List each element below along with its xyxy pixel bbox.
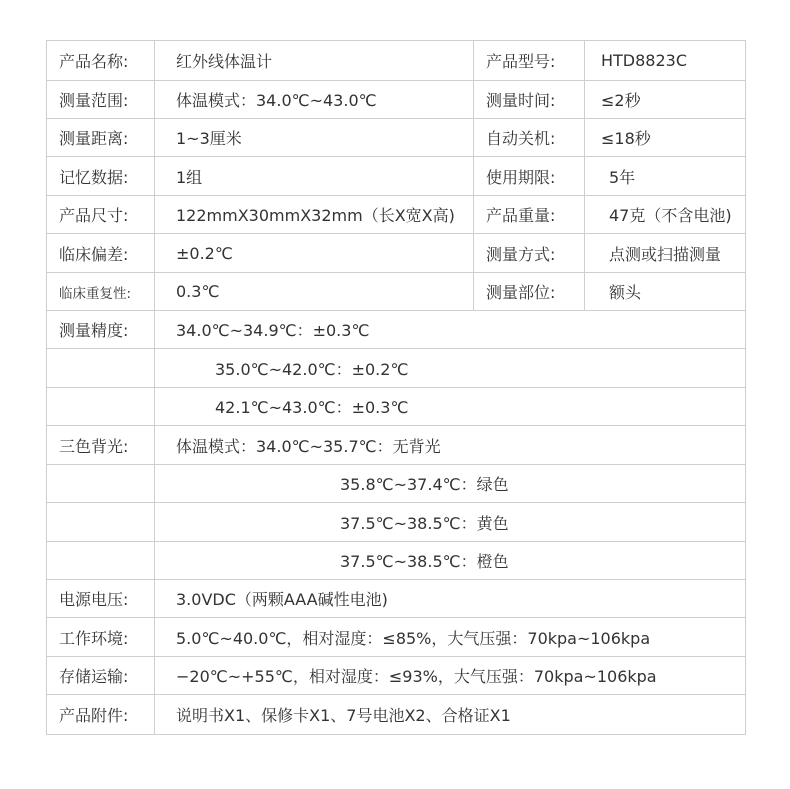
spec-row-range xyxy=(47,80,745,118)
value-clinical-deviation: ±0.2℃ xyxy=(176,243,233,263)
label-lifetime: 使用期限: xyxy=(473,157,585,195)
spec-row-power xyxy=(47,579,745,617)
spec-row-accuracy-1 xyxy=(47,310,745,348)
label-working-env: 工作环境: xyxy=(47,618,155,656)
label-measure-time: 测量时间: xyxy=(473,81,585,118)
label-clinical-repeatability: 临床重复性: xyxy=(47,273,155,310)
value-clinical-repeatability: 0.3℃ xyxy=(176,282,220,301)
spec-row-deviation xyxy=(47,233,745,272)
label-backlight-blank xyxy=(47,465,155,502)
value-backlight-4: 37.5℃~38.5℃：橙色 xyxy=(340,552,509,571)
spec-row-backlight-1 xyxy=(47,425,745,464)
label-model: 产品型号: xyxy=(473,41,585,80)
label-backlight: 三色背光: xyxy=(47,426,155,464)
label-measure-range: 测量范围: xyxy=(47,81,155,118)
spec-row-accuracy-3 xyxy=(47,387,745,425)
value-measure-site: 额头 xyxy=(609,283,642,302)
spec-table xyxy=(46,40,746,735)
value-size: 122mmX30mmX32mm（长X宽X高) xyxy=(176,206,455,225)
label-clinical-deviation: 临床偏差: xyxy=(47,234,155,272)
value-accuracy-2: 35.0℃~42.0℃：±0.2℃ xyxy=(215,359,409,379)
spec-row-accuracy-2 xyxy=(47,348,745,387)
label-measure-method: 测量方式: xyxy=(473,234,585,272)
value-product-name: 红外线体温计 xyxy=(176,52,273,71)
spec-row-distance xyxy=(47,118,745,156)
value-power: 3.0VDC（两颗AAA碱性电池) xyxy=(176,590,388,609)
value-measure-distance: 1~3厘米 xyxy=(176,129,242,148)
value-auto-off: ≤18秒 xyxy=(601,129,651,148)
spec-row-memory xyxy=(47,156,745,195)
value-backlight-3: 37.5℃~38.5℃：黄色 xyxy=(340,513,509,533)
label-measure-site: 测量部位: xyxy=(473,273,585,310)
label-size: 产品尺寸: xyxy=(47,196,155,233)
label-accessories: 产品附件: xyxy=(47,695,155,734)
value-model: HTD8823C xyxy=(601,51,688,70)
spec-row-size xyxy=(47,195,745,233)
spec-row-name xyxy=(47,41,745,80)
spec-row-backlight-4 xyxy=(47,541,745,579)
spec-row-accessories xyxy=(47,694,745,734)
label-measure-distance: 测量距离: xyxy=(47,119,155,156)
value-measure-time: ≤2秒 xyxy=(601,91,641,110)
label-memory: 记忆数据: xyxy=(47,157,155,195)
label-power: 电源电压: xyxy=(47,580,155,617)
value-weight: 47克（不含电池) xyxy=(609,206,732,225)
spec-row-backlight-3 xyxy=(47,502,745,541)
label-weight: 产品重量: xyxy=(473,196,585,233)
label-accuracy-blank xyxy=(47,349,155,387)
label-accuracy: 测量精度: xyxy=(47,311,155,348)
value-lifetime: 5年 xyxy=(609,167,636,187)
value-backlight-1: 体温模式：34.0℃~35.7℃：无背光 xyxy=(176,436,441,456)
value-memory: 1组 xyxy=(176,167,203,187)
value-measure-range: 体温模式：34.0℃~43.0℃ xyxy=(176,91,377,110)
value-working-env: 5.0℃~40.0℃，相对湿度：≤85%，大气压强：70kpa~106kpa xyxy=(176,628,651,648)
value-backlight-2: 35.8℃~37.4℃：绿色 xyxy=(340,475,509,494)
spec-row-storage xyxy=(47,656,745,694)
spec-row-env xyxy=(47,617,745,656)
spec-row-backlight-2 xyxy=(47,464,745,502)
label-auto-off: 自动关机: xyxy=(473,119,585,156)
label-backlight-blank xyxy=(47,503,155,541)
value-accuracy-1: 34.0℃~34.9℃：±0.3℃ xyxy=(176,321,370,340)
value-accuracy-3: 42.1℃~43.0℃：±0.3℃ xyxy=(215,398,409,417)
value-accessories: 说明书X1、保修卡X1、7号电池X2、合格证X1 xyxy=(176,706,511,725)
value-measure-method: 点测或扫描测量 xyxy=(609,244,722,264)
label-backlight-blank xyxy=(47,542,155,579)
spec-row-repeatability xyxy=(47,272,745,310)
value-storage: −20℃~+55℃，相对湿度：≤93%，大气压强：70kpa~106kpa xyxy=(176,667,657,686)
label-product-name: 产品名称: xyxy=(47,41,155,80)
label-storage: 存储运输: xyxy=(47,657,155,694)
label-accuracy-blank xyxy=(47,388,155,425)
